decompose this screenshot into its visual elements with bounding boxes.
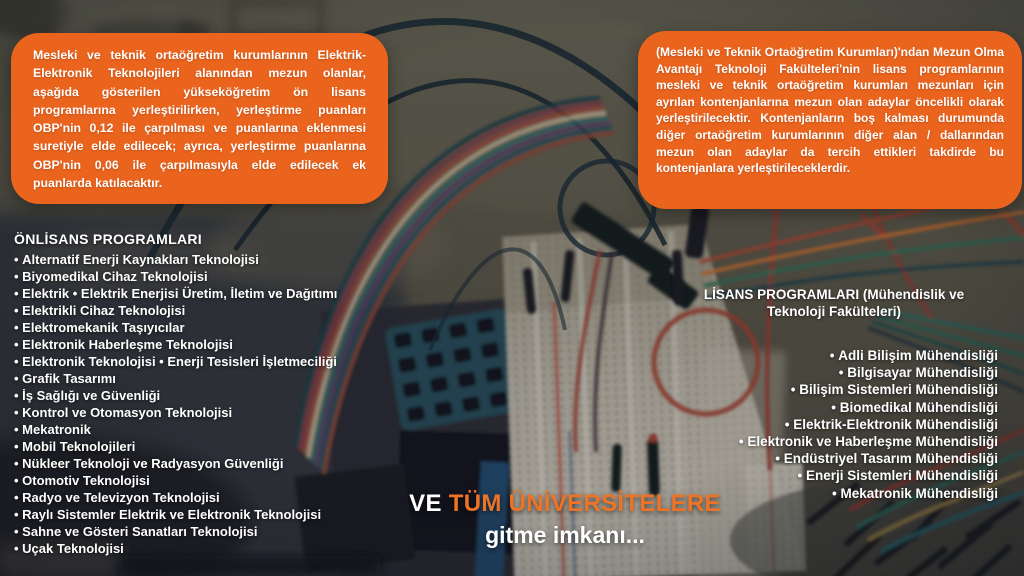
footer-line2: gitme imkanı... bbox=[485, 522, 645, 548]
lisans-title-line1: LİSANS PROGRAMLARI (Mühendislik ve bbox=[703, 287, 965, 302]
lisans-programs-section bbox=[598, 347, 998, 502]
footer-highlight: TÜM ÜNİVERSİTELERE bbox=[448, 490, 721, 517]
lisans-title bbox=[656, 286, 1012, 320]
list-item: • Mekatronik bbox=[14, 421, 398, 438]
footer-tagline bbox=[362, 489, 768, 549]
info-box-right-text: (Mesleki ve Teknik Ortaöğretim Kurumları)'ndan Mezun Olma Avantajı Teknoloji Fakülteleri'nin lisans programlarının mesleki ve teknik ortaöğretim kurumları mezunları için ayrılan kontenjanlarına mezun olan adaylar öncelikli olarak yerleştirilecektir. Kontenjanların boş kalması durumunda diğer ortaöğretim kurumlarının diğer alan / dallarından mezun olan adaylar da tercih ettikleri takdirde bu kontenjanlara yerleştirileceklerdir. bbox=[656, 45, 1004, 176]
onlisans-title: ÖNLİSANS PROGRAMLARI bbox=[14, 231, 202, 247]
list-item: • Radyo ve Televizyon Teknolojisi bbox=[14, 489, 398, 506]
info-box-right bbox=[638, 31, 1022, 209]
list-item: • Biomedikal Mühendisliği bbox=[598, 399, 998, 416]
list-item: • Mekatronik Mühendisliği bbox=[598, 485, 998, 502]
list-item: • Endüstriyel Tasarım Mühendisliği bbox=[598, 450, 998, 467]
list-item: • Elektrikli Cihaz Teknolojisi bbox=[14, 302, 398, 319]
list-item: • Elektronik ve Haberleşme Mühendisliği bbox=[598, 433, 998, 450]
list-item: • Sahne ve Gösteri Sanatları Teknolojisi bbox=[14, 523, 398, 540]
list-item: • Elektromekanik Taşıyıcılar bbox=[14, 319, 398, 336]
footer-prefix: VE bbox=[409, 490, 442, 517]
footer-line1 bbox=[362, 489, 768, 519]
list-item: • Uçak Teknolojisi bbox=[14, 540, 398, 557]
list-item: • Alternatif Enerji Kaynakları Teknolojisi bbox=[14, 251, 398, 268]
list-item: • Adli Bilişim Mühendisliği bbox=[598, 347, 998, 364]
list-item: • Otomotiv Teknolojisi bbox=[14, 472, 398, 489]
list-item: • Biyomedikal Cihaz Teknolojisi bbox=[14, 268, 398, 285]
info-box-left-text: Mesleki ve teknik ortaöğretim kurumlarının Elektrik-Elektronik Teknolojileri alanından mezun olanlar, aşağıda gösterilen yükseköğretim ön lisans programlarına yerleştirilirken, yerleştirme puanları OBP'nin 0,12 ile çarpılması ve puanlarına eklenmesi suretiyle elde edilecek; ayrıca, yerleştirme puanlarına OBP'nin 0,06 ile çarpılmasıyla elde edilecek ek puanlarda katılacaktır. bbox=[33, 48, 366, 191]
list-item: • Mobil Teknolojileri bbox=[14, 438, 398, 455]
lisans-title-line2: Teknoloji Fakülteleri) bbox=[766, 304, 902, 319]
list-item: • Nükleer Teknoloji ve Radyasyon Güvenliği bbox=[14, 455, 398, 472]
list-item: • Bilişim Sistemleri Mühendisliği bbox=[598, 381, 998, 398]
list-item: • Grafik Tasarımı bbox=[14, 370, 398, 387]
onlisans-list bbox=[14, 251, 398, 557]
list-item: • Kontrol ve Otomasyon Teknolojisi bbox=[14, 404, 398, 421]
list-item: • Elektrik-Elektronik Mühendisliği bbox=[598, 416, 998, 433]
list-item: • Elektronik Haberleşme Teknolojisi bbox=[14, 336, 398, 353]
list-item: • Bilgisayar Mühendisliği bbox=[598, 364, 998, 381]
list-item: • İş Sağlığı ve Güvenliği bbox=[14, 387, 398, 404]
list-item: • Raylı Sistemler Elektrik ve Elektronik Teknolojisi bbox=[14, 506, 398, 523]
list-item: • Enerji Sistemleri Mühendisliği bbox=[598, 467, 998, 484]
list-item: • Elektronik Teknolojisi • Enerji Tesisleri İşletmeciliği bbox=[14, 353, 398, 370]
list-item: • Elektrik • Elektrik Enerjisi Üretim, İletim ve Dağıtımı bbox=[14, 285, 398, 302]
lisans-list bbox=[598, 347, 998, 502]
info-box-left bbox=[11, 33, 388, 204]
onlisans-programs-section bbox=[14, 231, 398, 557]
